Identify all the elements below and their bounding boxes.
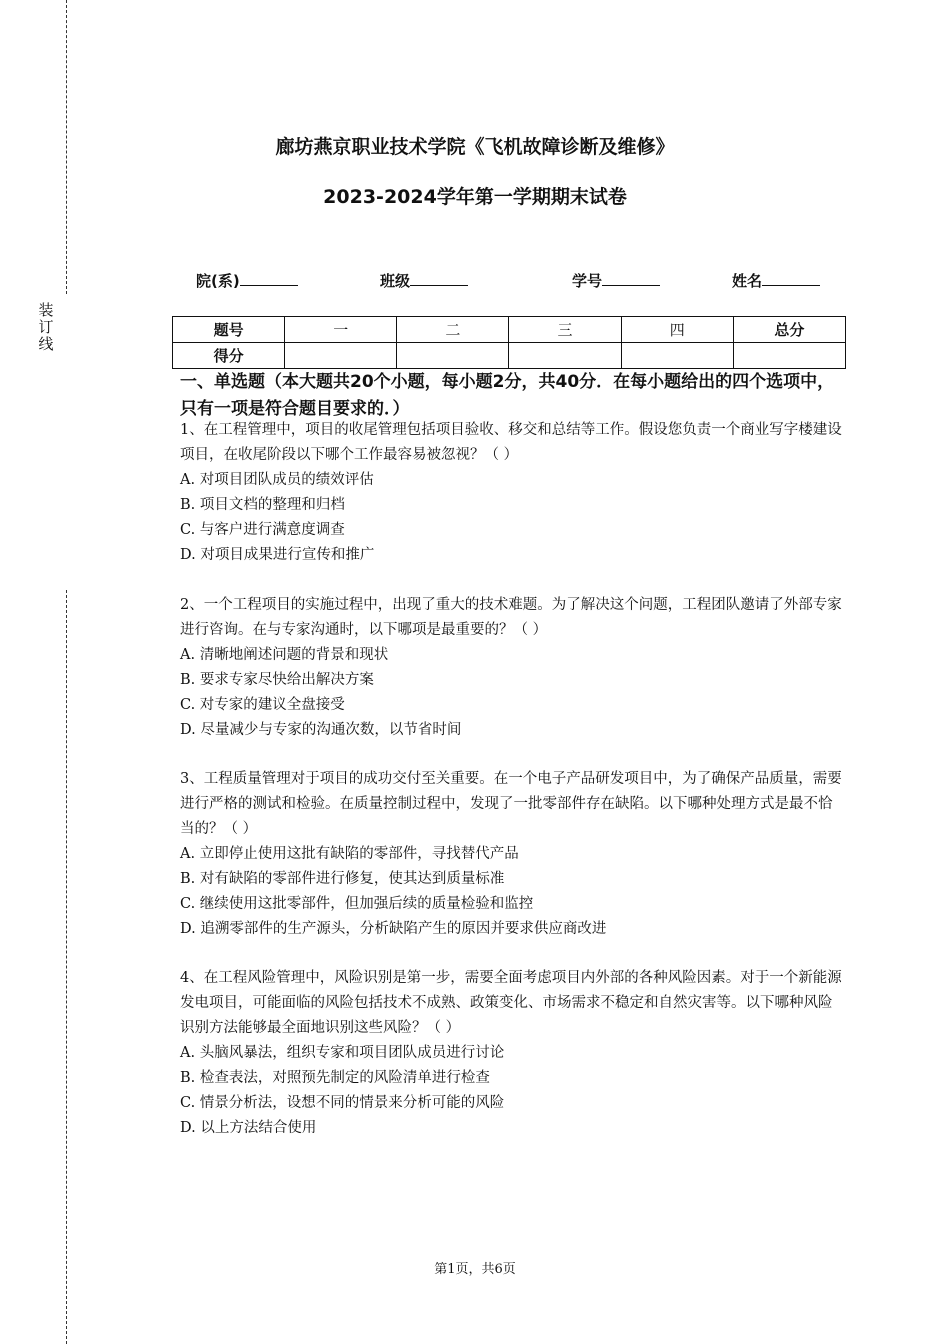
binding-char: 线 xyxy=(38,335,54,353)
name-field xyxy=(732,270,820,291)
score-header-cell: 二 xyxy=(397,317,509,343)
option-a: A. 清晰地阐述问题的背景和现状 xyxy=(180,647,389,663)
question-stem: 4、在工程风险管理中，风险识别是第一步，需要全面考虑项目内外部的各种风险因素。对于一个新能源发电项目，可能面临的风险包括技术不成熟、政策变化、市场需求不稳定和自然灾害等。以下哪种风险识别方法能够最全面地识别这些风险？（ ） xyxy=(180,970,842,1036)
score-header-cell: 三 xyxy=(509,317,621,343)
option-a: A. 头脑风暴法，组织专家和项目团队成员进行讨论 xyxy=(180,1045,505,1061)
question-3 xyxy=(180,767,845,942)
option-d: D. 以上方法结合使用 xyxy=(180,1120,317,1136)
binding-char: 订 xyxy=(38,318,54,336)
department-label: 院(系) xyxy=(196,272,240,290)
question-1 xyxy=(180,418,845,568)
exam-title-line2: 2023-2024学年第一学期期末试卷 xyxy=(323,186,627,208)
name-label: 姓名 xyxy=(732,272,763,290)
option-b: B. 要求专家尽快给出解决方案 xyxy=(180,672,374,688)
binding-margin-label xyxy=(36,302,56,353)
option-c: C. 情景分析法，设想不同的情景来分析可能的风险 xyxy=(180,1095,505,1111)
score-header-cell: 总分 xyxy=(733,317,845,343)
score-cell[interactable] xyxy=(509,343,621,369)
score-header-cell: 题号 xyxy=(173,317,285,343)
question-stem: 3、工程质量管理对于项目的成功交付至关重要。在一个电子产品研发项目中，为了确保产品质量，需要进行严格的测试和检验。在质量控制过程中，发现了一批零部件存在缺陷。以下哪种处理方式是最不恰当的？（ ） xyxy=(180,771,842,837)
score-header-cell: 一 xyxy=(285,317,397,343)
option-d: D. 追溯零部件的生产源头，分析缺陷产生的原因并要求供应商改进 xyxy=(180,921,607,937)
page-number: 第1页，共6页 xyxy=(434,1262,516,1277)
score-table xyxy=(172,316,846,369)
option-b: B. 项目文档的整理和归档 xyxy=(180,497,345,513)
option-c: C. 与客户进行满意度调查 xyxy=(180,522,345,538)
question-2 xyxy=(180,593,845,743)
option-d: D. 对项目成果进行宣传和推广 xyxy=(180,547,375,563)
student-id-label: 学号 xyxy=(572,272,603,290)
class-label: 班级 xyxy=(380,272,411,290)
question-stem: 2、一个工程项目的实施过程中，出现了重大的技术难题。为了解决这个问题，工程团队邀请了外部专家进行咨询。在与专家沟通时，以下哪项是最重要的？（ ） xyxy=(180,597,842,638)
option-a: A. 对项目团队成员的绩效评估 xyxy=(180,472,374,488)
option-a: A. 立即停止使用这批有缺陷的零部件，寻找替代产品 xyxy=(180,846,519,862)
section-heading: 一、单选题（本大题共20个小题，每小题2分，共40分．在每小题给出的四个选项中，只有一项是符合题目要求的．） xyxy=(180,372,835,419)
score-cell[interactable] xyxy=(397,343,509,369)
score-row-label: 得分 xyxy=(173,343,285,369)
department-field xyxy=(196,270,298,291)
score-cell[interactable] xyxy=(621,343,733,369)
binding-line-bottom xyxy=(66,590,67,1344)
class-field xyxy=(380,270,468,291)
score-table-header-row xyxy=(173,317,846,343)
score-cell[interactable] xyxy=(285,343,397,369)
score-table-score-row xyxy=(173,343,846,369)
exam-title-line1: 廊坊燕京职业技术学院《飞机故障诊断及维修》 xyxy=(275,136,675,158)
student-id-blank[interactable] xyxy=(602,271,660,286)
option-c: C. 对专家的建议全盘接受 xyxy=(180,697,345,713)
question-4 xyxy=(180,966,845,1141)
binding-char: 装 xyxy=(38,301,54,319)
class-blank[interactable] xyxy=(410,271,468,286)
department-blank[interactable] xyxy=(240,271,298,286)
question-stem: 1、在工程管理中，项目的收尾管理包括项目验收、移交和总结等工作。假设您负责一个商业写字楼建设项目，在收尾阶段以下哪个工作最容易被忽视？（ ） xyxy=(180,422,842,463)
option-b: B. 对有缺陷的零部件进行修复，使其达到质量标准 xyxy=(180,871,505,887)
score-header-cell: 四 xyxy=(621,317,733,343)
student-id-field xyxy=(572,270,660,291)
option-d: D. 尽量减少与专家的沟通次数，以节省时间 xyxy=(180,722,462,738)
name-blank[interactable] xyxy=(762,271,820,286)
option-b: B. 检查表法，对照预先制定的风险清单进行检查 xyxy=(180,1070,490,1086)
score-cell[interactable] xyxy=(733,343,845,369)
option-c: C. 继续使用这批零部件，但加强后续的质量检验和监控 xyxy=(180,896,534,912)
